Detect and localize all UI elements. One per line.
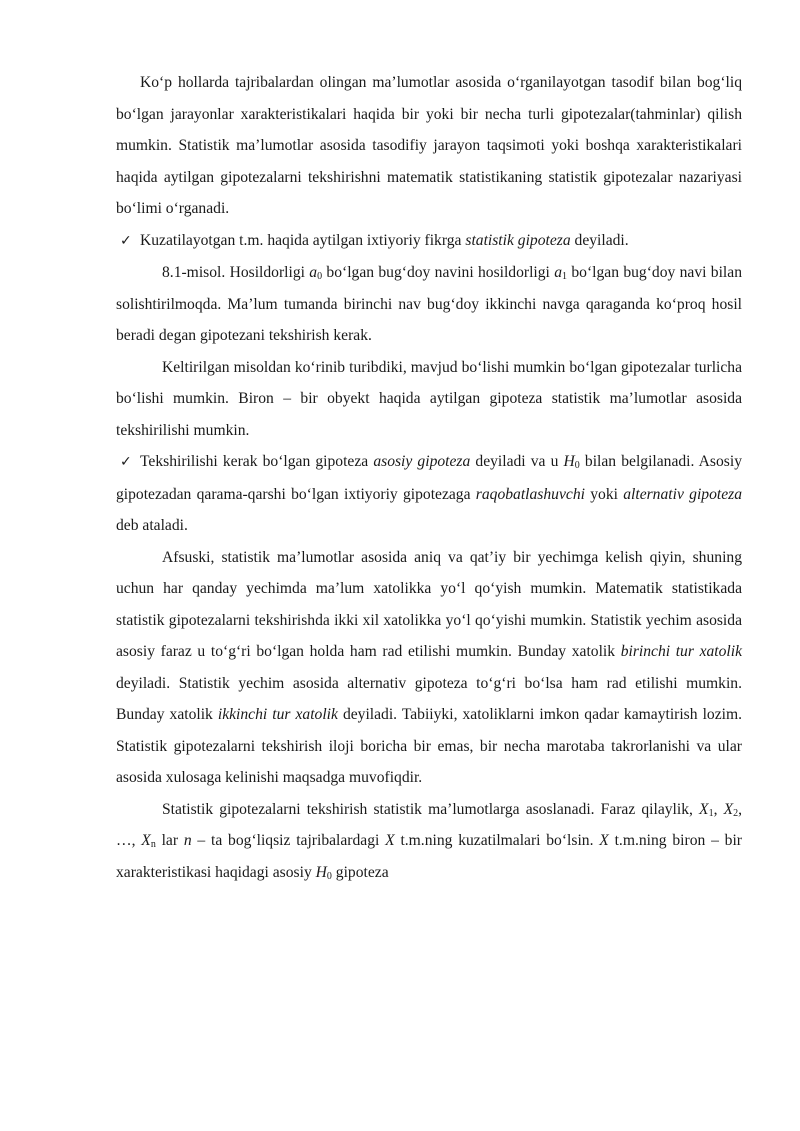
term-competing: raqobatlashuvchi (475, 485, 585, 503)
check-mark-icon: ✓ (120, 232, 132, 249)
term-second-type-error: ikkinchi tur xatolik (217, 706, 338, 723)
errors-paragraph: Afsuski, statistik ma’lumotlar asosida aniq va qat’iy bir yechimga kelish qiyin, shuning uchun har qanday yechimda ma’lum xatolikka yo‘l qo‘yish mumkin. Matematik statistikada statistik gipotezalarni tekshirishda ikki xil xatolikka yo‘l qo‘yishi mumkin. Statistik yechim asosida asosiy faraz u to‘g‘ri bo‘lgan holda ham rad etilishi mumkin. Bunday xatolik birinchi tur xatolik deyiladi. Statistik yechim asosida alternativ gipoteza to‘g‘ri bo‘lsa ham rad etilishi mumkin. Bunday xatolik ikkinchi tur xatolik deyiladi. Tabiiyki, xatoliklarni imkon qadar kamaytirish lozim. Statistik gipotezalarni tekshirish iloji boricha bir emas, bir necha marotaba takrorlanishi va ular asosida xulosaga kelinishi maqsadga muvofiqdir. (116, 548, 743, 786)
term-statistical-hypothesis: statistik gipoteza (465, 231, 571, 249)
term-first-type-error: birinchi tur xatolik (620, 643, 743, 660)
hypotheses-paragraph: Keltirilgan misoldan ko‘rinib turibdiki, mavjud bo‘lishi mumkin bo‘lgan gipotezalar turlicha bo‘lishi mumkin. Biron – bir obyekt haqida aytilgan gipoteza statistik ma’lumotlar asosida tekshirilishi mumkin. (116, 358, 742, 439)
document-page (116, 67, 742, 888)
term-main-hypothesis: asosiy gipoteza (373, 453, 471, 470)
check-mark-icon: ✓ (120, 454, 132, 470)
definition-statistical-hypothesis: ✓ Kuzatilayotgan t.m. haqida aytilgan ixtiyoriy fikrga statistik gipoteza deyiladi. (116, 225, 742, 258)
testing-paragraph: Statistik gipotezalarni tekshirish statistik ma’lumotlarga asoslanadi. Faraz qilaylik, $X_1$, $X_2$, …, $X_n$ lar n – ta bog‘liqsiz tajribalardagi X t.m.ning kuzatilmalari bo‘lsin. X t.m.ning biron – bir xarakteristikasi haqidagi asosiy $H_0$ gipoteza (116, 800, 742, 882)
example-paragraph: 8.1-misol. Hosildorligi $a_0$ bo‘lgan bug‘doy navini hosildorligi $a_1$ bo‘lgan bug‘doy navi bilan solishtirilmoqda. Ma’lum tumanda birinchi nav bug‘doy ikkinchi navga qaraganda ko‘proq hosil beradi degan gipotezani tekshirish kerak. (116, 264, 742, 344)
definition-main-hypothesis: ✓ Tekshirilishi kerak bo‘lgan gipoteza asosiy gipoteza deyiladi va u $H_0$ bilan belgilanadi. Asosiy gipotezadan qarama-qarshi bo‘lgan ixtiyoriy gipotezaga raqobatlashuvchi yoki alternativ gipoteza deb ataladi. (116, 446, 742, 542)
intro-paragraph: Ko‘p hollarda tajribalardan olingan ma’lumotlar asosida o‘rganilayotgan tasodif bilan bog‘liq bo‘lgan jarayonlar xarakteristikalari haqida bir yoki bir necha turli gipotezalar(tahminlar) qilish mumkin. Statistik ma’lumotlar asosida tasodifiy jarayon taqsimoti yoki boshqa xarakteristikalari haqida aytilgan gipotezalarni tekshirishni matematik statistikaning statistik gipotezalar nazariyasi bo‘limi o‘rganadi. (116, 74, 742, 217)
term-alternative-hypothesis: alternativ gipoteza (623, 485, 742, 503)
